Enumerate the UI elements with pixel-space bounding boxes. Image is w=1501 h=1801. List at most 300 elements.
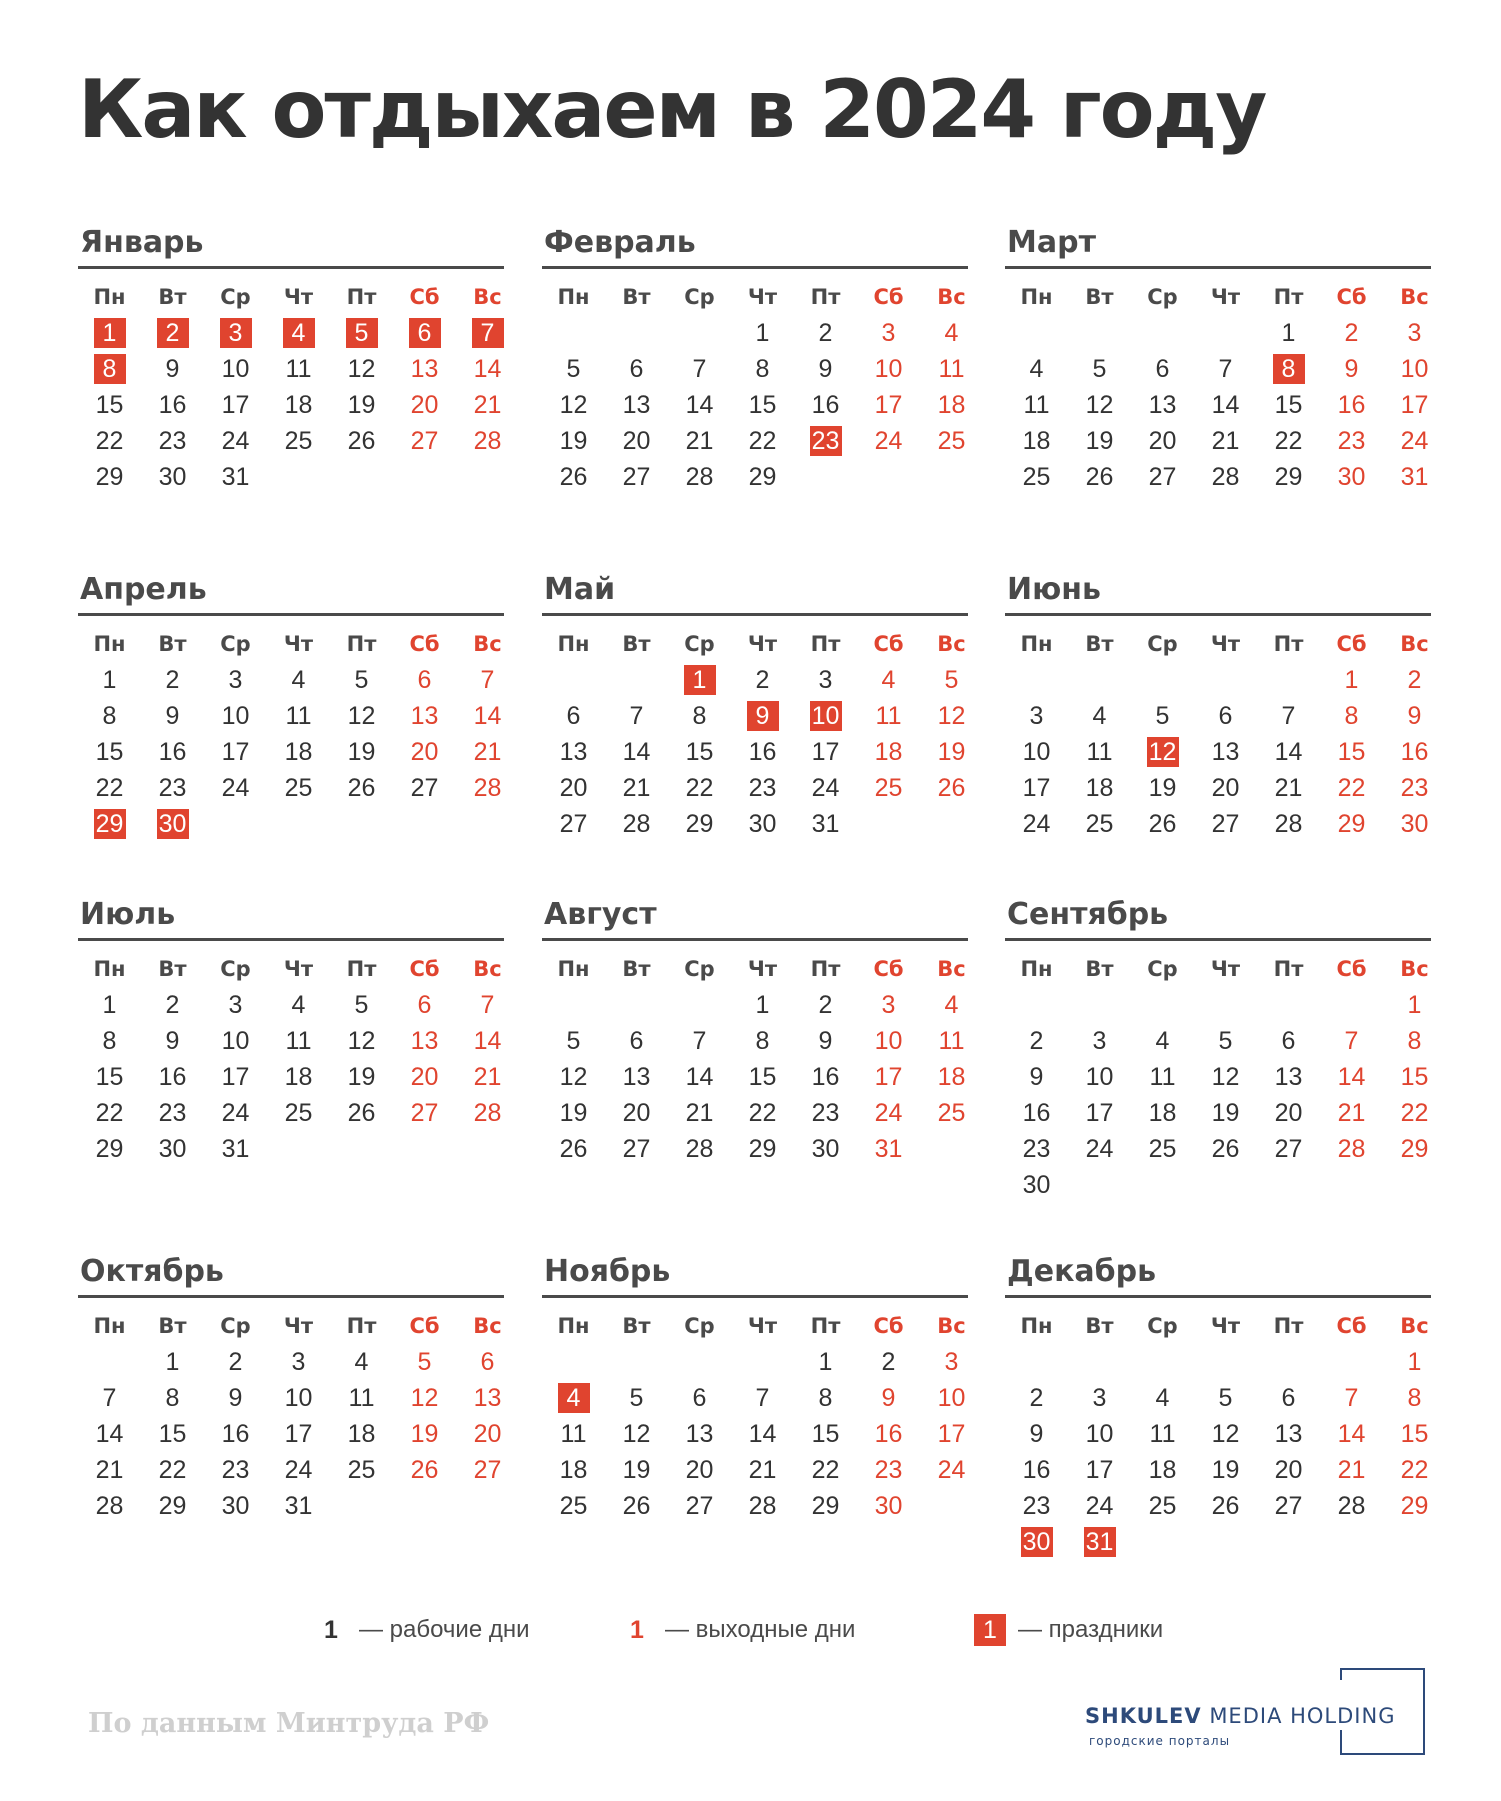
weekday-header: Сб: [409, 632, 440, 656]
day-number: 3: [228, 666, 243, 694]
day-cell: [1194, 734, 1257, 770]
weekday-header: Пн: [93, 957, 126, 981]
day-number: 2: [1029, 1027, 1044, 1055]
weekday-header: Вт: [622, 285, 651, 309]
day-number: 2: [1029, 1384, 1044, 1412]
day-cell: [330, 423, 393, 459]
day-cell: [1383, 662, 1446, 698]
empty-cell: [1320, 987, 1383, 1023]
empty-cell: [1005, 987, 1068, 1023]
month-block: [78, 569, 504, 842]
weekend-day-number: 13: [410, 702, 439, 730]
day-cell: [141, 770, 204, 806]
day-cell: [267, 315, 330, 351]
empty-cell: [1131, 987, 1194, 1023]
day-cell: [78, 1059, 141, 1095]
weekday-header: Сб: [873, 957, 904, 981]
day-number: 30: [811, 1135, 840, 1163]
holiday-day-number: 23: [810, 426, 842, 456]
weekend-day-number: 16: [874, 1420, 903, 1448]
day-cell: [267, 734, 330, 770]
day-cell: [141, 1380, 204, 1416]
weekday-header: Ср: [1147, 957, 1178, 981]
day-cell: [1194, 423, 1257, 459]
holiday-day-number: 6: [409, 318, 441, 348]
day-cell: [1257, 806, 1320, 842]
day-number: 23: [811, 1099, 840, 1127]
day-number: 23: [221, 1456, 250, 1484]
month-name: Январь: [80, 225, 204, 260]
day-cell: [1257, 423, 1320, 459]
day-cell: [920, 1380, 983, 1416]
day-cell: [1005, 1059, 1068, 1095]
day-number: 21: [1274, 774, 1303, 802]
weekend-day-number: 28: [473, 1099, 502, 1127]
day-cell: [1320, 1131, 1383, 1167]
day-cell: [456, 770, 519, 806]
empty-cell: [1005, 1344, 1068, 1380]
day-cell: [1320, 459, 1383, 495]
day-number: 5: [566, 355, 581, 383]
day-number: 22: [1274, 427, 1303, 455]
day-number: 26: [559, 1135, 588, 1163]
day-number: 8: [102, 1027, 117, 1055]
weekend-day-number: 20: [410, 1063, 439, 1091]
day-cell: [204, 1131, 267, 1167]
day-cell: [542, 1452, 605, 1488]
month-divider: [78, 613, 504, 616]
day-cell: [267, 1095, 330, 1131]
day-cell: [1320, 1488, 1383, 1524]
day-cell: [1383, 1452, 1446, 1488]
day-number: 27: [622, 463, 651, 491]
day-cell: [920, 315, 983, 351]
day-number: 25: [284, 774, 313, 802]
day-cell: [141, 734, 204, 770]
day-number: 25: [347, 1456, 376, 1484]
day-cell: [605, 387, 668, 423]
day-cell: [204, 1059, 267, 1095]
day-cell: [78, 1095, 141, 1131]
empty-cell: [1194, 987, 1257, 1023]
day-number: 9: [1029, 1063, 1044, 1091]
day-cell: [731, 1059, 794, 1095]
day-cell: [605, 1380, 668, 1416]
empty-cell: [1257, 1344, 1320, 1380]
day-cell: [857, 662, 920, 698]
day-number: 14: [95, 1420, 124, 1448]
day-cell: [267, 351, 330, 387]
day-cell: [393, 987, 456, 1023]
empty-cell: [1131, 662, 1194, 698]
day-number: 19: [1148, 774, 1177, 802]
day-cell: [1383, 423, 1446, 459]
day-cell: [393, 662, 456, 698]
weekend-day-number: 29: [1400, 1492, 1429, 1520]
day-number: 24: [284, 1456, 313, 1484]
month-block: [542, 222, 968, 495]
day-cell: [920, 662, 983, 698]
day-cell: [605, 423, 668, 459]
weekend-day-number: 14: [1337, 1063, 1366, 1091]
month-day-grid: [542, 626, 968, 842]
day-cell: [204, 1095, 267, 1131]
day-cell: [1194, 351, 1257, 387]
day-cell: [668, 1095, 731, 1131]
weekday-header: Ср: [220, 285, 251, 309]
day-cell: [1131, 806, 1194, 842]
day-number: 14: [685, 1063, 714, 1091]
day-cell: [542, 1023, 605, 1059]
day-number: 1: [818, 1348, 833, 1376]
day-number: 21: [748, 1456, 777, 1484]
day-number: 20: [622, 427, 651, 455]
holiday-day-number: 10: [810, 701, 842, 731]
day-cell: [920, 770, 983, 806]
day-number: 8: [102, 702, 117, 730]
day-cell: [1320, 1059, 1383, 1095]
day-cell: [456, 1452, 519, 1488]
day-cell: [920, 387, 983, 423]
day-number: 17: [221, 1063, 250, 1091]
day-number: 3: [291, 1348, 306, 1376]
day-cell: [1383, 1059, 1446, 1095]
logo-wordmark: [1085, 1704, 1399, 1728]
day-number: 8: [755, 355, 770, 383]
weekend-day-number: 12: [410, 1384, 439, 1412]
month-day-grid: [1005, 626, 1431, 842]
day-cell: [920, 351, 983, 387]
day-number: 22: [748, 427, 777, 455]
legend-sample-weekend: 1: [630, 1616, 644, 1644]
day-cell: [1194, 1380, 1257, 1416]
day-number: 22: [685, 774, 714, 802]
weekend-day-number: 10: [874, 355, 903, 383]
day-number: 6: [566, 702, 581, 730]
day-number: 29: [1274, 463, 1303, 491]
weekend-day-number: 29: [1337, 810, 1366, 838]
day-cell: [141, 423, 204, 459]
day-cell: [393, 698, 456, 734]
day-cell: [1005, 1167, 1068, 1203]
day-cell: [668, 734, 731, 770]
day-cell: [668, 459, 731, 495]
day-cell: [1131, 1095, 1194, 1131]
day-number: 19: [1085, 427, 1114, 455]
day-number: 5: [1218, 1027, 1233, 1055]
day-cell: [1383, 1416, 1446, 1452]
day-cell: [1131, 459, 1194, 495]
day-number: 15: [95, 391, 124, 419]
day-number: 26: [1211, 1492, 1240, 1520]
weekend-day-number: 23: [874, 1456, 903, 1484]
day-number: 28: [622, 810, 651, 838]
day-number: 24: [221, 1099, 250, 1127]
day-number: 15: [1274, 391, 1303, 419]
day-cell: [456, 1344, 519, 1380]
empty-cell: [731, 1344, 794, 1380]
day-number: 22: [811, 1456, 840, 1484]
day-cell: [1005, 1023, 1068, 1059]
day-cell: [267, 1416, 330, 1452]
day-number: 30: [221, 1492, 250, 1520]
day-cell: [1068, 1452, 1131, 1488]
day-number: 3: [1029, 702, 1044, 730]
weekend-day-number: 5: [944, 666, 959, 694]
day-cell: [1383, 806, 1446, 842]
holiday-day-number: 31: [1084, 1527, 1116, 1557]
day-cell: [78, 1488, 141, 1524]
weekend-day-number: 6: [480, 1348, 495, 1376]
day-cell: [1005, 1524, 1068, 1560]
day-number: 9: [165, 702, 180, 730]
day-cell: [794, 1059, 857, 1095]
weekday-header: Чт: [283, 632, 314, 656]
day-cell: [267, 1059, 330, 1095]
day-cell: [1194, 1059, 1257, 1095]
month-name: Март: [1007, 225, 1096, 260]
day-cell: [542, 734, 605, 770]
holiday-day-number: 1: [684, 665, 716, 695]
empty-cell: [668, 315, 731, 351]
day-cell: [605, 1095, 668, 1131]
weekday-header: Чт: [1210, 632, 1241, 656]
month-block: [1005, 894, 1431, 1203]
empty-cell: [605, 315, 668, 351]
day-number: 26: [622, 1492, 651, 1520]
day-cell: [605, 351, 668, 387]
day-cell: [204, 770, 267, 806]
day-cell: [393, 770, 456, 806]
day-cell: [920, 423, 983, 459]
day-cell: [1257, 351, 1320, 387]
day-number: 7: [102, 1384, 117, 1412]
day-number: 25: [559, 1492, 588, 1520]
weekday-header: Пт: [810, 632, 841, 656]
day-cell: [857, 1452, 920, 1488]
logo-subtitle: городские порталы: [1089, 1734, 1231, 1748]
day-cell: [1320, 1416, 1383, 1452]
day-number: 12: [347, 702, 376, 730]
day-cell: [794, 662, 857, 698]
day-number: 1: [102, 991, 117, 1019]
day-number: 30: [1022, 1171, 1051, 1199]
day-cell: [393, 351, 456, 387]
empty-cell: [1257, 987, 1320, 1023]
weekday-header: Пн: [93, 285, 126, 309]
day-cell: [141, 315, 204, 351]
day-number: 31: [284, 1492, 313, 1520]
day-cell: [1383, 315, 1446, 351]
weekend-day-number: 30: [874, 1492, 903, 1520]
weekend-day-number: 7: [480, 991, 495, 1019]
weekend-day-number: 30: [1400, 810, 1429, 838]
day-cell: [1320, 1095, 1383, 1131]
day-cell: [456, 423, 519, 459]
day-cell: [1005, 1416, 1068, 1452]
day-number: 29: [158, 1492, 187, 1520]
legend-item-holidays: [974, 1612, 1163, 1648]
weekend-day-number: 15: [1400, 1420, 1429, 1448]
legend: [0, 1612, 1501, 1652]
weekday-header: Ср: [1147, 1314, 1178, 1338]
day-number: 20: [559, 774, 588, 802]
empty-cell: [668, 1344, 731, 1380]
day-cell: [267, 662, 330, 698]
month-name: Август: [544, 897, 657, 932]
weekday-header: Чт: [283, 1314, 314, 1338]
day-cell: [1131, 1023, 1194, 1059]
day-cell: [542, 1131, 605, 1167]
day-number: 30: [158, 463, 187, 491]
weekday-header: Пн: [557, 632, 590, 656]
empty-cell: [78, 1344, 141, 1380]
day-number: 2: [165, 991, 180, 1019]
day-cell: [794, 1023, 857, 1059]
day-cell: [141, 1488, 204, 1524]
day-number: 16: [748, 738, 777, 766]
day-cell: [1194, 387, 1257, 423]
day-cell: [1257, 1380, 1320, 1416]
day-cell: [668, 770, 731, 806]
day-cell: [731, 315, 794, 351]
day-number: 18: [559, 1456, 588, 1484]
day-number: 15: [95, 1063, 124, 1091]
weekday-header: Пт: [346, 1314, 377, 1338]
month-block: [1005, 222, 1431, 495]
day-number: 12: [1211, 1063, 1240, 1091]
day-cell: [1194, 1452, 1257, 1488]
month-day-grid: [78, 1308, 504, 1524]
day-number: 17: [1085, 1099, 1114, 1127]
day-cell: [204, 987, 267, 1023]
day-cell: [1257, 1452, 1320, 1488]
day-number: 18: [284, 738, 313, 766]
weekend-day-number: 19: [410, 1420, 439, 1448]
day-cell: [330, 1059, 393, 1095]
day-number: 25: [1085, 810, 1114, 838]
day-number: 19: [622, 1456, 651, 1484]
weekend-day-number: 31: [874, 1135, 903, 1163]
day-cell: [456, 698, 519, 734]
day-number: 22: [95, 774, 124, 802]
weekend-day-number: 7: [1344, 1027, 1359, 1055]
day-number: 11: [285, 1027, 312, 1055]
day-cell: [78, 387, 141, 423]
day-number: 22: [95, 1099, 124, 1127]
day-number: 12: [559, 1063, 588, 1091]
day-number: 25: [284, 1099, 313, 1127]
day-cell: [393, 423, 456, 459]
month-day-grid: [542, 1308, 968, 1524]
day-cell: [731, 1416, 794, 1452]
day-number: 25: [1022, 463, 1051, 491]
day-cell: [1383, 1095, 1446, 1131]
weekday-header: Пн: [557, 957, 590, 981]
day-cell: [1383, 1344, 1446, 1380]
day-cell: [920, 1344, 983, 1380]
empty-cell: [1068, 315, 1131, 351]
day-cell: [204, 734, 267, 770]
day-number: 3: [1092, 1027, 1107, 1055]
day-cell: [605, 734, 668, 770]
weekday-header: Чт: [1210, 957, 1241, 981]
day-cell: [1068, 1524, 1131, 1560]
empty-cell: [1005, 662, 1068, 698]
weekday-header: Сб: [873, 632, 904, 656]
day-number: 5: [1155, 702, 1170, 730]
weekend-day-number: 21: [1337, 1099, 1366, 1127]
weekday-header: Вт: [622, 632, 651, 656]
day-number: 8: [755, 1027, 770, 1055]
day-cell: [1257, 770, 1320, 806]
day-cell: [1005, 1131, 1068, 1167]
day-cell: [542, 698, 605, 734]
day-cell: [204, 423, 267, 459]
day-cell: [141, 987, 204, 1023]
day-cell: [731, 1023, 794, 1059]
day-number: 14: [1211, 391, 1240, 419]
day-cell: [542, 459, 605, 495]
day-number: 23: [158, 774, 187, 802]
day-cell: [1005, 1488, 1068, 1524]
day-number: 2: [165, 666, 180, 694]
day-number: 1: [755, 319, 770, 347]
month-block: [78, 222, 504, 495]
day-cell: [393, 1380, 456, 1416]
day-number: 6: [692, 1384, 707, 1412]
weekday-header: Пн: [1020, 1314, 1053, 1338]
day-number: 21: [685, 427, 714, 455]
day-number: 23: [1022, 1135, 1051, 1163]
weekday-header: Пн: [1020, 957, 1053, 981]
day-cell: [1320, 387, 1383, 423]
weekday-header: Вт: [158, 1314, 187, 1338]
day-cell: [731, 1488, 794, 1524]
day-cell: [1005, 1452, 1068, 1488]
weekend-day-number: 4: [944, 319, 959, 347]
day-cell: [1320, 662, 1383, 698]
day-cell: [1005, 387, 1068, 423]
day-cell: [794, 315, 857, 351]
weekday-header: Чт: [283, 285, 314, 309]
empty-cell: [1068, 987, 1131, 1023]
weekend-day-number: 27: [410, 1099, 439, 1127]
day-number: 31: [811, 810, 840, 838]
weekend-day-number: 25: [937, 427, 966, 455]
day-number: 17: [284, 1420, 313, 1448]
day-number: 11: [285, 702, 312, 730]
day-cell: [1320, 1380, 1383, 1416]
day-number: 25: [284, 427, 313, 455]
day-number: 10: [1085, 1420, 1114, 1448]
day-number: 27: [1211, 810, 1240, 838]
day-cell: [857, 698, 920, 734]
day-cell: [542, 1488, 605, 1524]
day-cell: [204, 1416, 267, 1452]
day-cell: [1320, 1023, 1383, 1059]
day-number: 21: [1211, 427, 1240, 455]
day-number: 9: [818, 1027, 833, 1055]
weekday-header: Пт: [810, 957, 841, 981]
day-cell: [456, 1059, 519, 1095]
day-cell: [668, 423, 731, 459]
day-cell: [78, 315, 141, 351]
weekday-header: Сб: [409, 285, 440, 309]
legend-label-holidays: — праздники: [1018, 1616, 1164, 1643]
empty-cell: [1068, 662, 1131, 698]
weekday-header: Вс: [473, 285, 502, 309]
